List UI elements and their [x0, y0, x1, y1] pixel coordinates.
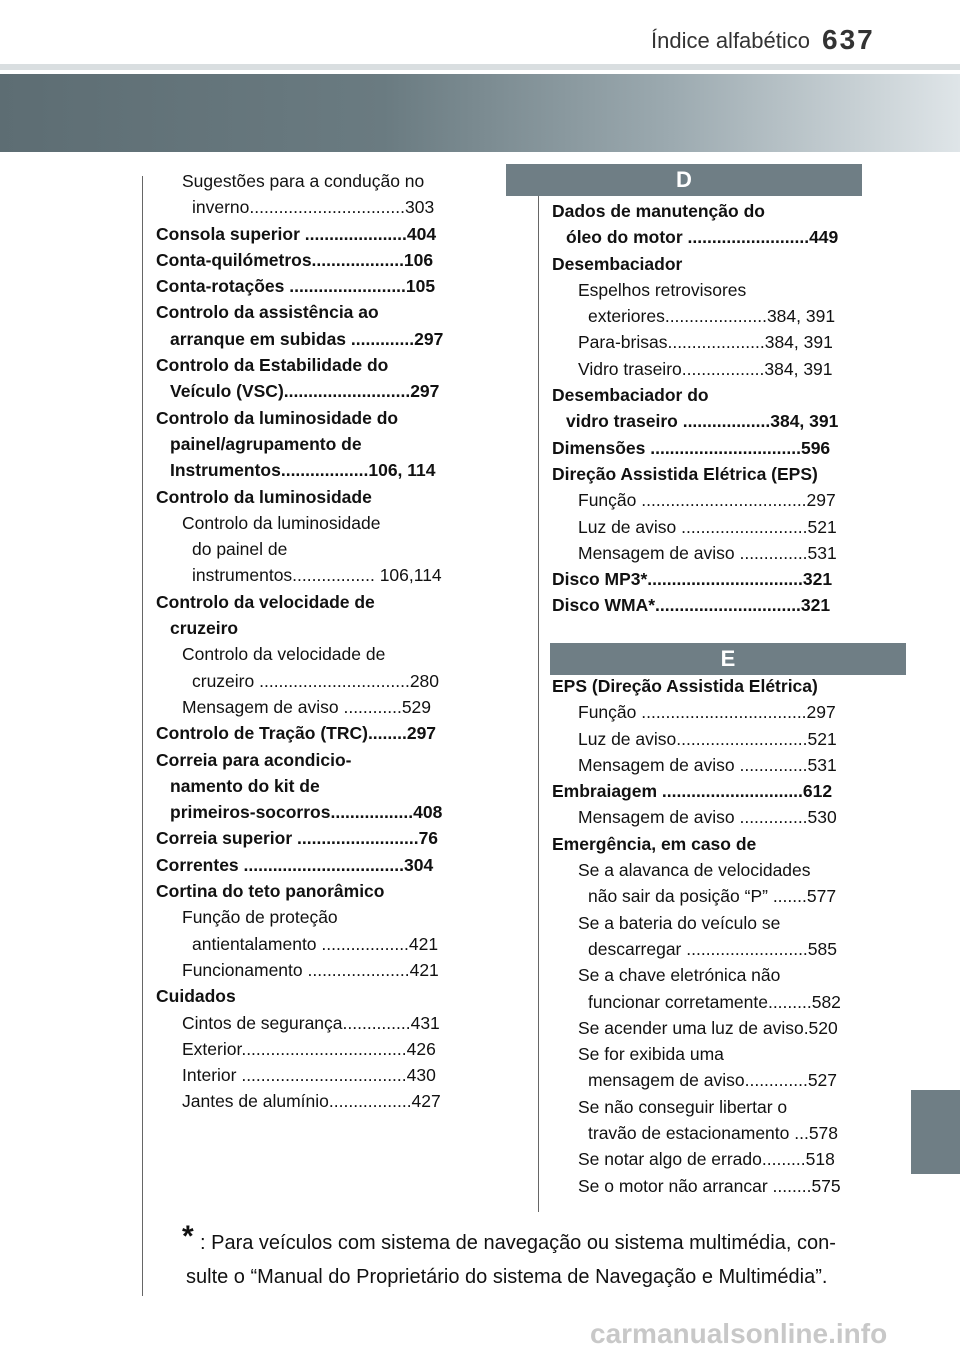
index-subentry: antientalamento ..................421 [192, 933, 439, 954]
header-title: Índice alfabético [651, 28, 810, 53]
index-subentry: Interior ..................................430 [182, 1065, 436, 1086]
index-entry: Direção Assistida Elétrica (EPS) [552, 463, 818, 484]
index-entry: Disco MP3*................................321 [552, 569, 833, 590]
index-entry: Controlo da velocidade de [156, 591, 375, 612]
index-subentry: Mensagem de aviso ..............531 [578, 754, 837, 775]
index-entry: Conta-rotações ........................105 [156, 276, 436, 297]
footnote-line-2: sulte o “Manual do Proprietário do sistema de Navegação e Multimédia”. [186, 1266, 828, 1288]
index-subentry: mensagem de aviso.............527 [588, 1070, 838, 1091]
index-entry: Desembaciador [552, 253, 683, 274]
index-subentry: Se a chave eletrónica não [578, 965, 781, 986]
index-entry: Emergência, em caso de [552, 833, 757, 854]
index-subentry: travão de estacionamento ...578 [588, 1123, 839, 1144]
index-subentry: Exterior..................................426 [182, 1038, 436, 1059]
index-subentry: Se não conseguir libertar o [578, 1096, 788, 1117]
section-header-e: E [550, 643, 906, 675]
index-subentry: Se notar algo de errado.........518 [578, 1149, 835, 1170]
index-subentry: Vidro traseiro.................384, 391 [578, 358, 833, 379]
index-entry: vidro traseiro ..................384, 391 [566, 411, 839, 432]
left-column-border [142, 176, 143, 1296]
index-entry: painel/agrupamento de [170, 433, 362, 454]
index-subentry: Para-brisas....................384, 391 [578, 332, 833, 353]
index-subentry: Controlo da velocidade de [182, 644, 386, 665]
index-entry: Veículo (VSC)..........................297 [170, 381, 440, 402]
index-entry: Correia superior .........................76 [156, 828, 439, 849]
index-subentry: Se a alavanca de velocidades [578, 860, 811, 881]
index-subentry: Controlo da luminosidade [182, 512, 381, 533]
index-subentry: descarregar .........................585 [588, 938, 837, 959]
section-d-index [552, 198, 860, 619]
header-divider [0, 64, 960, 70]
index-entry: Disco WMA*..............................321 [552, 595, 831, 616]
index-entry: Embraiagem .............................612 [552, 781, 833, 802]
index-entry: Conta-quilómetros...................106 [156, 249, 434, 270]
section-e-index [552, 673, 860, 1199]
index-entry: Controlo da assistência ao [156, 302, 379, 323]
index-entry: Correia para acondicio- [156, 749, 352, 770]
index-subentry: Espelhos retrovisores [578, 279, 747, 300]
index-subentry: Se for exibida uma [578, 1044, 724, 1065]
index-entry: EPS (Direção Assistida Elétrica) [552, 676, 818, 696]
index-entry: Consola superior .....................404 [156, 223, 437, 244]
index-entry: Cortina do teto panorâmico [156, 881, 385, 902]
index-subentry: Funcionamento .....................421 [182, 959, 439, 980]
index-entry: Controlo da luminosidade [156, 486, 372, 507]
index-subentry: Função de proteção [182, 907, 338, 928]
index-entry: Dimensões ...............................596 [552, 437, 831, 458]
footnote-marker: * [182, 1220, 194, 1253]
index-entry: Dados de manutenção do [552, 201, 765, 221]
index-subentry: funcionar corretamente.........582 [588, 991, 841, 1012]
index-subentry: Sugestões para a condução no [182, 171, 425, 191]
index-subentry: do painel de [192, 539, 288, 560]
index-subentry: exteriores.....................384, 391 [588, 306, 836, 327]
index-subentry: cruzeiro ...............................280 [192, 670, 440, 691]
index-subentry: Luz de aviso...........................521 [578, 728, 837, 749]
index-entry: Desembaciador do [552, 385, 709, 406]
watermark: carmanualsonline.info [590, 1318, 888, 1349]
header-band [0, 74, 960, 152]
index-subentry: Se acender uma luz de aviso.520 [578, 1017, 838, 1038]
footnote [182, 1220, 876, 1294]
index-entry: Correntes .................................304 [156, 854, 434, 875]
index-entry: primeiros-socorros.................408 [170, 802, 443, 823]
section-header-d: D [506, 164, 862, 196]
page-number: 637 [822, 24, 875, 55]
index-entry: Controlo de Tração (TRC)........297 [156, 723, 437, 744]
index-subentry: Função ..................................297 [578, 490, 836, 511]
index-subentry: Se o motor não arrancar ........575 [578, 1175, 841, 1196]
index-entry: Controlo da Estabilidade do [156, 355, 389, 376]
index-subentry: Jantes de alumínio.................427 [182, 1091, 441, 1112]
index-subentry: Mensagem de aviso ..............531 [578, 542, 837, 563]
index-entry: óleo do motor .........................449 [566, 227, 839, 248]
index-entry: arranque em subidas .............297 [170, 328, 444, 349]
index-entry: Cuidados [156, 986, 236, 1007]
index-entry: Controlo da luminosidade do [156, 407, 399, 428]
index-entry: namento do kit de [170, 775, 320, 796]
chapter-tab [911, 1090, 960, 1174]
index-subentry: Se a bateria do veículo se [578, 912, 781, 933]
index-subentry: Função ..................................297 [578, 702, 836, 723]
index-subentry: Cintos de segurança..............431 [182, 1012, 440, 1033]
left-column-index [156, 168, 468, 1115]
index-subentry: não sair da posição “P” .......577 [588, 886, 837, 907]
index-entry: cruzeiro [170, 618, 239, 639]
index-subentry: Luz de aviso ..........................521 [578, 516, 837, 537]
index-subentry: instrumentos................. 106,114 [192, 565, 442, 586]
footnote-line-1: : Para veículos com sistema de navegação ou sistema multimédia, con- [200, 1232, 836, 1254]
index-entry: Instrumentos..................106, 114 [170, 460, 436, 481]
column-divider [538, 176, 539, 1212]
index-subentry: inverno................................303 [192, 197, 435, 218]
index-subentry: Mensagem de aviso ..............530 [578, 807, 837, 828]
index-subentry: Mensagem de aviso ............529 [182, 696, 432, 717]
